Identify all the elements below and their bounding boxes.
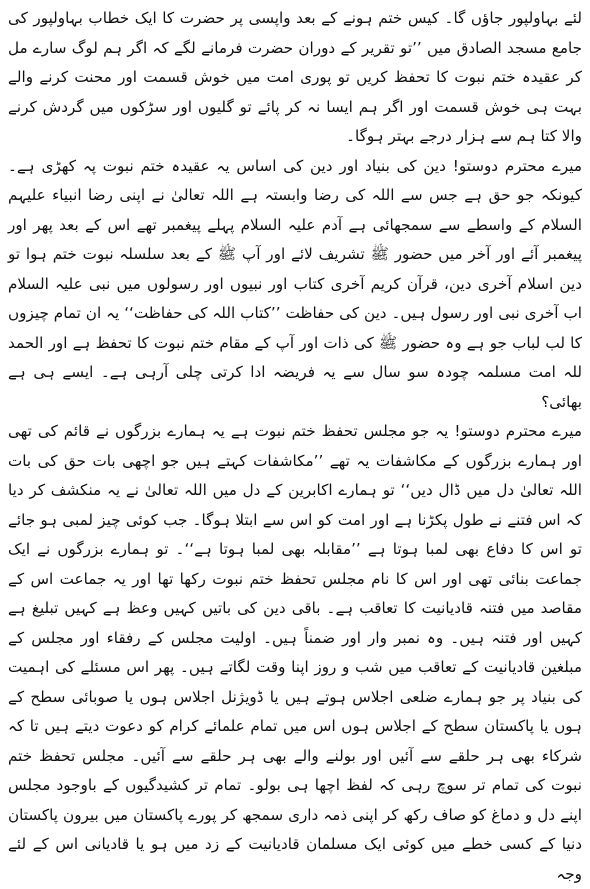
paragraph-2: میرے محترم دوستو! دین کی بنیاد اور دین کی اساس یہ عقیدہ ختم نبوت پہ کھڑی ہے۔ کیونکہ جو حق ہے جس سے اللہ کی رضا وابستہ ہے اللہ تعالیٰ نے اپنی رضا انبیاء علیہم السلام کے واسطے سے سمجھائی ہے آدم علیہ السلام پہلے پیغمبر تھے اس کے بعد پھر اور پیغمبر آئے اور آخر میں حضور ﷺ تشریف لائے اور آپ ﷺ کے بعد سلسلہ نبوت ختم ہوا تو دین اسلام آخری دین، قرآن کریم آخری کتاب اور نبیوں اور رسولوں میں نبی علیہ السلام اب آخری نبی اور رسول ہیں۔ دین کی حفاظت ’’کتاب اللہ کی حفاظت‘‘ یہ ان تمام چیزوں کا لب لباب جو ہے وہ حضور ﷺ کی ذات اور آپ کے مقام ختم نبوت کا تحفظ ہے اور الحمد للہ امت مسلمہ چودہ سو سال سے یہ فریضہ ادا کرتی چلی آرہی ہے۔ ایسے ہی ہے بھائی؟ <box>8 156 582 411</box>
paragraph-3: میرے محترم دوستو! یہ جو مجلس تحفظ ختم نبوت ہے یہ ہمارے بزرگوں نے قائم کی تھی اور ہمارے بزرگوں کے مکاشفات یہ تھے ’’مکاشفات کہتے ہیں جو اچھی بات حق کی بات اللہ تعالیٰ دل میں ڈال دیں‘‘ تو ہمارے اکابرین کے دل میں اللہ تعالیٰ نے یہ منکشف کر دیا کہ اس فتنے نے طول پکڑنا ہے اور امت کو اس سے ابتلا ہوگا۔ جب کوئی چیز لمبی ہو جائے تو اس کا دفاع بھی لمبا ہوتا ہے ’’مقابلہ بھی لمبا ہوتا ہے‘‘۔ تو ہمارے بزرگوں نے ایک جماعت بنائی تھی اور اس کا نام مجلس تحفظ ختم نبوت رکھا تھا اور یہ جماعت اس کے مقاصد میں فتنہ قادیانیت کا تعاقب ہے۔ باقی دین کی باتیں کہیں وعظ ہے کہیں تبلیغ ہے کہیں اور فتنہ ہیں۔ وہ نمبر وار اور ضمناً ہیں۔ اولیت مجلس کے رفقاء اور مجلس کے مبلغین قادیانیت کے تعاقب میں شب و روز اپنا وقت لگاتے ہیں۔ پھر اس مسئلے کی اہمیت کی بنیاد پر جو ہمارے ضلعی اجلاس ہوتے ہیں یا ڈویژنل اجلاس ہوں یا صوبائی سطح کے ہوں یا پاکستان سطح کے اجلاس ہوں اس میں تمام علمائے کرام کو دعوت دیتے ہیں تا کہ شرکاء بھی ہر حلقے سے آئیں اور بولنے والے بھی ہر حلقے سے آئیں۔ مجلس تحفظ ختم نبوت کی تمام تر سوچ رہی کہ لفظ اچھا ہی بولو۔ تمام تر کشیدگیوں کے باوجود مجلس اپنے دل و دماغ کو صاف رکھ کر اپنی ذمہ داری سمجھ کر پورے پاکستان میں بیرون پاکستان دنیا کے کسی خطے میں کوئی ایک مسلمان قادیانیت کے زد میں ہو یا قادیانی اس کے لئے وجہ <box>8 422 582 883</box>
paragraph-1: لئے بہاولپور جاؤں گا۔ کیس ختم ہونے کے بعد واپسی پر حضرت کا ایک خطاب بہاولپور کی جامع مسجد الصادق میں ’’تو تقریر کے دوران حضرت فرمانے لگے کہ اگر ہم لوگ سارے مل کر عقیدہ ختم نبوت کا تحفظ کریں تو پوری امت میں خوش قسمت اور محنت کرنے والے بہت ہی خوش قسمت اور اگر ہم ایسا نہ کر پائے تو گلیوں اور سڑکوں میں گردش کرنے والا کتا ہم سے ہزار درجے بہتر ہوگا۔ <box>8 9 582 145</box>
